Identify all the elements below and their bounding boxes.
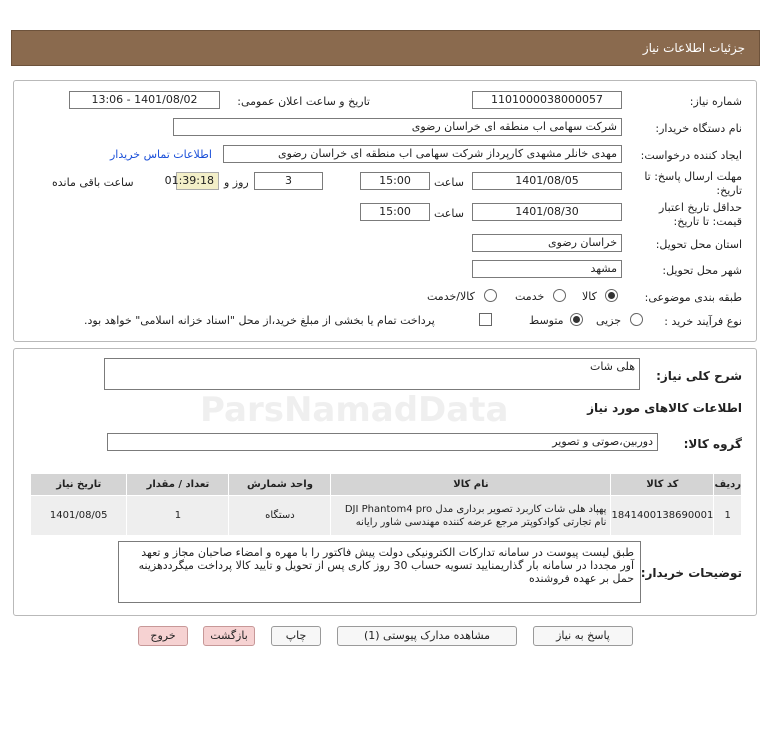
exit-button[interactable]: خروج — [138, 626, 188, 646]
category-label: طبقه بندی موضوعی: — [644, 291, 742, 304]
summary-field: هلی شات — [104, 358, 640, 390]
goods-info-title: اطلاعات کالاهای مورد نیاز — [587, 401, 742, 415]
remaining-time-field: 01:39:18 — [176, 172, 219, 190]
validity-time-label: ساعت — [434, 207, 464, 220]
treasury-payment-checkbox[interactable] — [479, 313, 492, 326]
city-label: شهر محل تحویل: — [662, 264, 742, 277]
table-row — [31, 496, 742, 536]
validity-time-field: 15:00 — [360, 203, 430, 221]
goods-table — [30, 473, 742, 536]
goods-group-label: گروه کالا: — [683, 437, 742, 451]
need-number-label: شماره نیاز: — [689, 95, 742, 108]
deadline-label-1: مهلت ارسال پاسخ: تا — [644, 170, 742, 183]
province-field: خراسان رضوی — [472, 234, 622, 252]
summary-label: شرح کلی نیاز: — [656, 369, 742, 383]
requester-label: ایجاد کننده درخواست: — [640, 149, 742, 162]
goods-group-field: دوربین،صوتی و تصویر — [107, 433, 658, 451]
validity-date-field: 1401/08/30 — [472, 203, 622, 221]
cell-name-line-2: نام تجارتی کوادکوپتر مرجع عرضه کننده مهندسی شاور رایانه — [355, 516, 607, 528]
buyer-notes-label: توضیحات خریدار: — [640, 566, 742, 580]
payment-note: پرداخت تمام یا بخشی از مبلغ خرید،از محل "اسناد خزانه اسلامی" خواهد بود. — [84, 314, 435, 327]
deadline-time-field: 15:00 — [360, 172, 430, 190]
watermark: ParsNamadData — [200, 390, 509, 430]
col-header-unit: واحد شمارش — [229, 474, 331, 496]
deadline-label-2: تاریخ: — [716, 184, 742, 197]
process-radio-medium[interactable] — [570, 313, 583, 326]
back-button[interactable]: بازگشت — [203, 626, 255, 646]
category-option-goods: کالا — [582, 290, 597, 303]
remaining-label: ساعت باقی مانده — [52, 176, 134, 189]
category-radio-service[interactable] — [553, 289, 566, 302]
category-option-both: کالا/خدمت — [427, 290, 475, 303]
cell-code: 1841400138690001 — [611, 496, 714, 536]
buyer-contact-link[interactable]: اطلاعات تماس خریدار — [110, 148, 212, 161]
cell-row: 1 — [714, 496, 742, 536]
col-header-code: کد کالا — [611, 474, 714, 496]
province-label: استان محل تحویل: — [655, 238, 742, 251]
deadline-time-label: ساعت — [434, 176, 464, 189]
cell-name — [331, 496, 611, 536]
print-button[interactable]: چاپ — [271, 626, 321, 646]
deadline-date-field: 1401/08/05 — [472, 172, 622, 190]
days-field: 3 — [254, 172, 323, 190]
cell-name-line-1: پهپاد هلی شات کاربرد تصویر برداری مدل DJI Phantom4 pro — [344, 503, 607, 515]
page-title: جزئیات اطلاعات نیاز — [642, 41, 745, 55]
category-option-service: خدمت — [515, 290, 545, 303]
announce-label: تاریخ و ساعت اعلان عمومی: — [237, 95, 370, 108]
buyer-org-field: شرکت سهامی اب منطقه ای خراسان رضوی — [173, 118, 622, 136]
buyer-notes-field: طبق لیست پیوست در سامانه تدارکات الکترونیکی دولت پیش فاکتور را با مهره و امضاء صاحبان مجاز و تعهد آور مجددا در سامانه بار گذاریمنایید تسویه حساب 30 روز کاری پس از تحویل و تایید کالا پرداخت میگرددهزینه حمل بر عهده فروشنده — [118, 541, 641, 603]
days-label: روز و — [224, 176, 249, 189]
validity-label-1: حداقل تاریخ اعتبار — [658, 201, 742, 214]
process-option-small: جزیی — [596, 314, 622, 327]
attachments-button[interactable]: مشاهده مدارک پیوستی (1) — [337, 626, 517, 646]
process-radio-small[interactable] — [630, 313, 643, 326]
category-radio-goods[interactable] — [605, 289, 618, 302]
cell-qty: 1 — [127, 496, 229, 536]
page-header — [11, 30, 760, 66]
category-radio-both[interactable] — [484, 289, 497, 302]
cell-date: 1401/08/05 — [31, 496, 127, 536]
col-header-date: تاریخ نیاز — [31, 474, 127, 496]
announce-field: 1401/08/02 - 13:06 — [69, 91, 220, 109]
cell-unit: دستگاه — [229, 496, 331, 536]
city-field: مشهد — [472, 260, 622, 278]
reply-button[interactable]: پاسخ به نیاز — [533, 626, 633, 646]
col-header-row: ردیف — [714, 474, 742, 496]
col-header-name: نام کالا — [331, 474, 611, 496]
process-option-medium: متوسط — [529, 314, 564, 327]
process-label: نوع فرآیند خرید : — [664, 315, 742, 328]
col-header-qty: تعداد / مقدار — [127, 474, 229, 496]
requester-field: مهدی خانلر مشهدی کارپرداز شرکت سهامی اب منطقه ای خراسان رضوی — [223, 145, 622, 163]
buyer-org-label: نام دستگاه خریدار: — [655, 122, 742, 135]
need-number-field: 1101000038000057 — [472, 91, 622, 109]
validity-label-2: قیمت: تا تاریخ: — [673, 215, 742, 228]
